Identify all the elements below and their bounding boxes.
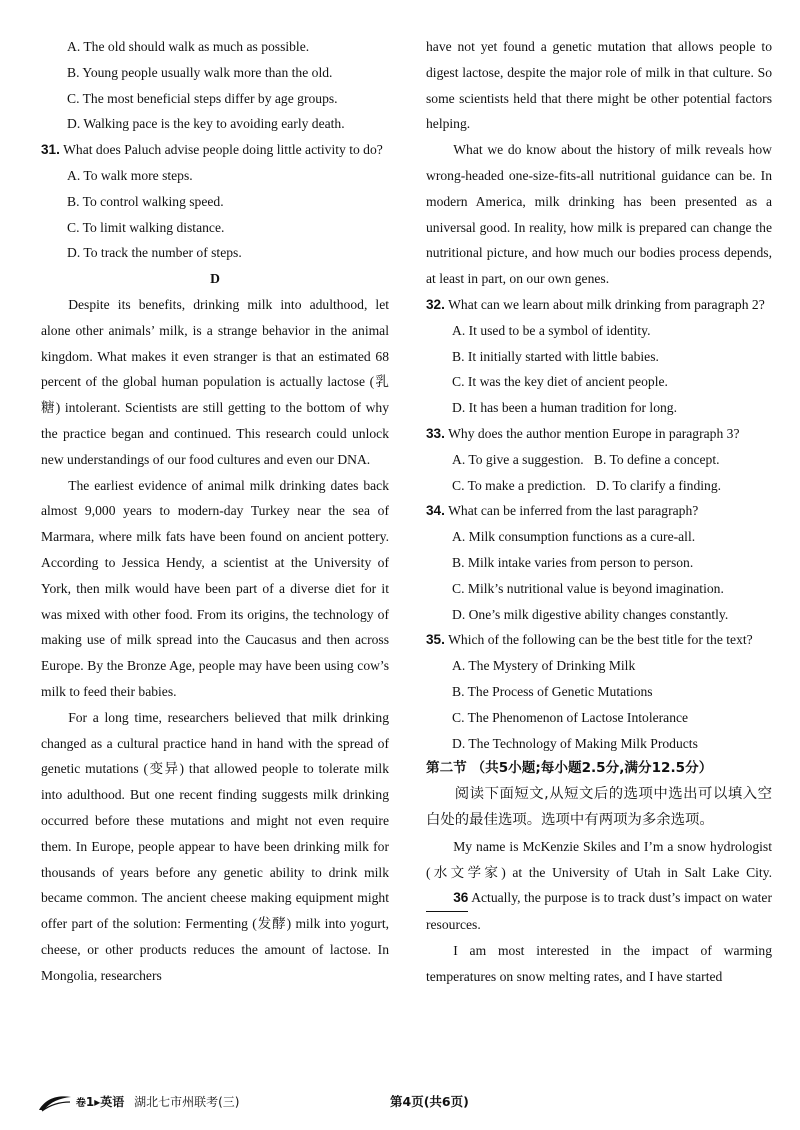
q33-options-ab: A. To give a suggestion. B. To define a concept. xyxy=(452,451,720,467)
q34-option-a: A. Milk consumption functions as a cure-all. xyxy=(452,529,696,545)
cloze-p1-after: Actually, the purpose is to track dust’s impact on water resources. xyxy=(426,890,772,933)
question-32 xyxy=(426,292,772,318)
page-footer xyxy=(38,1091,766,1115)
question-33-stem: Why does the author mention Europe in paragraph 3? xyxy=(448,425,740,441)
q35-option-c: C. The Phenomenon of Lactose Intolerance xyxy=(452,709,689,725)
q31-option-b: B. To control walking speed. xyxy=(67,193,224,209)
question-35-stem: Which of the following can be the best title for the text? xyxy=(448,632,753,648)
q32-option-d: D. It has been a human tradition for long. xyxy=(452,400,677,416)
cloze-paragraph-2: I am most interested in the impact of warming temperatures on snow melting rates, and I have started xyxy=(426,942,772,984)
question-35 xyxy=(426,627,772,653)
q34-option-d: D. One’s milk digestive ability changes constantly. xyxy=(452,606,729,622)
q31-option-a: A. To walk more steps. xyxy=(67,167,193,183)
q31-option-c: C. To limit walking distance. xyxy=(67,219,225,235)
section-2-heading: 第二节 （共5小题;每小题2.5分,满分12.5分） xyxy=(426,760,713,777)
q31-option-d: D. To track the number of steps. xyxy=(67,245,242,261)
passage-d-heading: D xyxy=(210,271,220,287)
question-33 xyxy=(426,421,772,447)
right-column xyxy=(426,34,772,989)
passage-paragraph-1: Despite its benefits, drinking milk into adulthood, let alone other animals’ milk, is a strange behavior in the animal kingdom. What makes it even stranger is that an estimated 68 percent of the global human population is actually lactose (乳糖) intolerant. Scientists are still getting to the bottom of why the practice began and continued. This research could unlock new understandings of our food cultures and even our DNA. xyxy=(41,296,389,467)
passage-paragraph-4: What we do know about the history of milk reveals how wrong-headed one-size-fits-all nutritional guidance can be. In modern America, milk drinking has been presented as a universal good. In reality, how milk is prepared can change the nutritional picture, and how much our bodies process depends, at least in part, on our own genes. xyxy=(426,142,772,287)
play-marker-icon: ▸ xyxy=(94,1095,101,1109)
question-34 xyxy=(426,498,772,524)
q33-options-cd: C. To make a prediction. D. To clarify a finding. xyxy=(452,477,722,493)
footer-subject: 英语 xyxy=(100,1095,125,1109)
q30-option-c: C. The most beneficial steps differ by age groups. xyxy=(67,90,338,106)
section-2-instructions: 阅读下面短文,从短文后的选项中选出可以填入空白处的最佳选项。选项中有两项为多余选项。 xyxy=(426,786,772,828)
question-31 xyxy=(41,137,389,163)
q30-option-d: D. Walking pace is the key to avoiding early death. xyxy=(67,116,345,132)
passage-paragraph-3-continued: have not yet found a genetic mutation that allows people to digest lactose, despite the major role of milk in that culture. So some scientists held that there might be other potential factors helping. xyxy=(426,39,772,132)
question-33-number: 33. xyxy=(426,425,445,441)
left-column xyxy=(41,34,389,988)
question-31-stem: What does Paluch advise people doing little activity to do? xyxy=(63,142,383,158)
q35-option-a: A. The Mystery of Drinking Milk xyxy=(452,658,636,674)
q34-option-b: B. Milk intake varies from person to person. xyxy=(452,554,694,570)
passage-paragraph-3: For a long time, researchers believed that milk drinking changed as a cultural practice hand in hand with the spread of genetic mutations (变异) that allowed people to tolerate milk into adulthood. But one recent finding suggests milk drinking occurred before these mutations and might not even require them. In Europe, people appear to have been drinking milk for thousands of years before any genetic ability to drink milk became common. The ancient cheese making equipment might offer part of the solution: Fermenting (发酵) milk into yogurt, cheese, or other products reduces the amount of lactose. In Mongolia, researchers xyxy=(41,709,389,983)
q32-option-a: A. It used to be a symbol of identity. xyxy=(452,322,651,338)
q32-option-c: C. It was the key diet of ancient people. xyxy=(452,374,668,390)
footer-page-info: 第4页(共6页) xyxy=(390,1094,469,1109)
q30-option-b: B. Young people usually walk more than the old. xyxy=(67,64,333,80)
footer-exam-name: 湖北七市州联考(三) xyxy=(134,1095,240,1109)
footer-brand xyxy=(38,1091,239,1115)
passage-paragraph-2: The earliest evidence of animal milk drinking dates back almost 9,000 years to modern-day Turkey near the sea of Marmara, where milk fats have been found on ancient pottery. According to Jessica Hendy, a scientist at the University of York, then milk would have been part of a diverse diet for it was mixed with other food. From its origins, the technology of making use of milk spread into the Caucasus and then across Europe. By the Bronze Age, people may have been using cow’s milk to feed their babies. xyxy=(41,477,389,699)
footer-brand-num: 1 xyxy=(85,1095,95,1109)
cloze-paragraph-1 xyxy=(426,834,772,938)
q35-option-b: B. The Process of Genetic Mutations xyxy=(452,683,653,699)
question-31-number: 31. xyxy=(41,142,60,158)
footer-brand-cue: 卷 xyxy=(75,1098,86,1109)
question-32-number: 32. xyxy=(426,296,445,312)
question-35-number: 35. xyxy=(426,632,445,648)
question-32-stem: What can we learn about milk drinking from paragraph 2? xyxy=(448,296,765,312)
q34-option-c: C. Milk’s nutritional value is beyond imagination. xyxy=(452,580,724,596)
blank-36: 36 xyxy=(426,885,468,912)
q30-option-a: A. The old should walk as much as possible. xyxy=(67,39,310,54)
q32-option-b: B. It initially started with little babies. xyxy=(452,348,659,364)
question-34-number: 34. xyxy=(426,503,445,519)
q35-option-d: D. The Technology of Making Milk Products xyxy=(452,735,698,751)
question-34-stem: What can be inferred from the last paragraph? xyxy=(448,503,699,519)
swoosh-logo-icon xyxy=(38,1094,72,1112)
cloze-p1-before: My name is McKenzie Skiles and I’m a snow hydrologist (水文学家) at the University of Utah in Salt Lake City. xyxy=(426,838,772,880)
